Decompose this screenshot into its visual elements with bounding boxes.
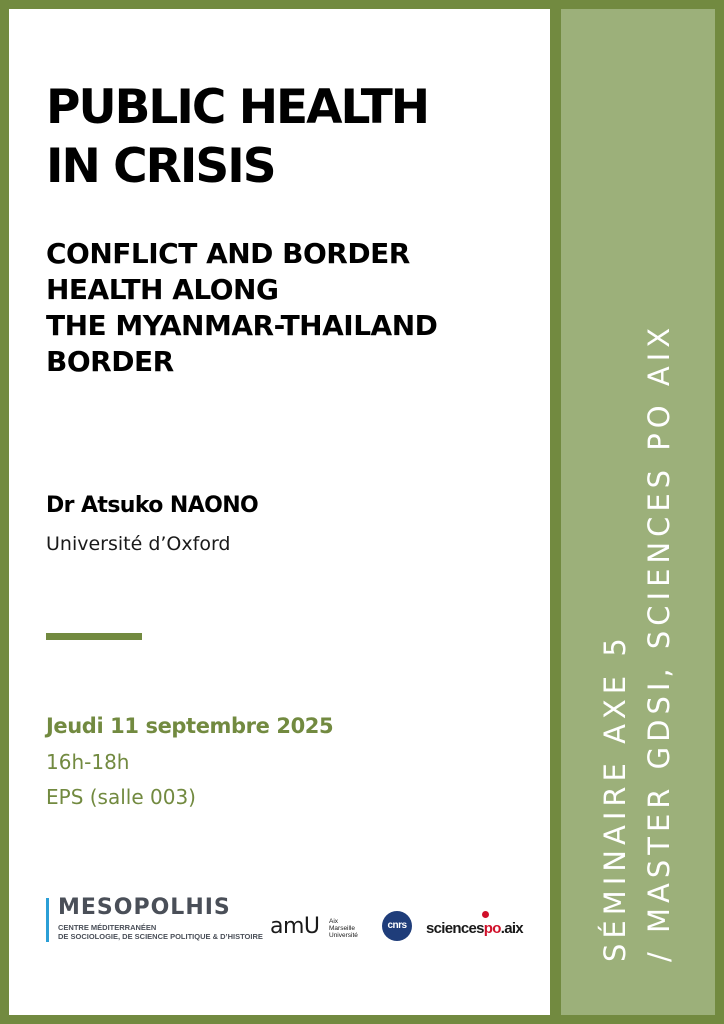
- side-line-2: / MASTER GDSI, SCIENCES PO AIX: [642, 322, 676, 962]
- mesopolhis-bar: [46, 898, 49, 942]
- subtitle: [46, 236, 437, 380]
- amu-caption: [329, 918, 358, 939]
- subtitle-line-1: CONFLICT AND BORDER: [46, 237, 410, 270]
- amu-line-2: Marseille: [329, 925, 356, 932]
- title-line-1: PUBLIC HEALTH: [46, 80, 429, 135]
- speaker-affiliation: Université d’Oxford: [46, 533, 231, 555]
- mesopolhis-sub-line-1: CENTRE MÉDITERRANÉEN: [58, 923, 157, 932]
- sciencespo-part-3: .aix: [500, 920, 523, 937]
- event-time: 16h-18h: [46, 750, 130, 774]
- sciencespo-logo: [426, 920, 523, 937]
- sciencespo-dot-icon: [482, 911, 489, 918]
- cnrs-logo: cnrs: [382, 911, 412, 941]
- side-banner-text: [593, 262, 683, 962]
- speaker-name: Dr Atsuko NAONO: [46, 493, 259, 518]
- event-location: EPS (salle 003): [46, 785, 196, 809]
- side-line-1: SÉMINAIRE AXE 5: [598, 633, 632, 962]
- sciencespo-part-2: po: [483, 920, 501, 937]
- amu-line-1: Aix: [329, 918, 339, 925]
- title-line-2: IN CRISIS: [46, 139, 275, 194]
- subtitle-line-3: THE MYANMAR-THAILAND: [46, 309, 438, 342]
- subtitle-line-2: HEALTH ALONG: [46, 273, 279, 306]
- mesopolhis-sub-line-2: DE SOCIOLOGIE, DE SCIENCE POLITIQUE & D’HISTOIRE: [58, 932, 263, 941]
- mesopolhis-logo: [46, 895, 263, 945]
- amu-mark: amU: [270, 914, 320, 939]
- sciencespo-part-1: sciences: [426, 920, 484, 937]
- event-date: Jeudi 11 septembre 2025: [46, 714, 334, 738]
- divider: [46, 633, 142, 640]
- amu-line-3: Université: [329, 932, 358, 939]
- page-title: [46, 78, 428, 196]
- mesopolhis-name: MESOPOLHIS: [58, 895, 231, 920]
- subtitle-line-4: BORDER: [46, 345, 174, 378]
- mesopolhis-subtitle: [58, 923, 263, 941]
